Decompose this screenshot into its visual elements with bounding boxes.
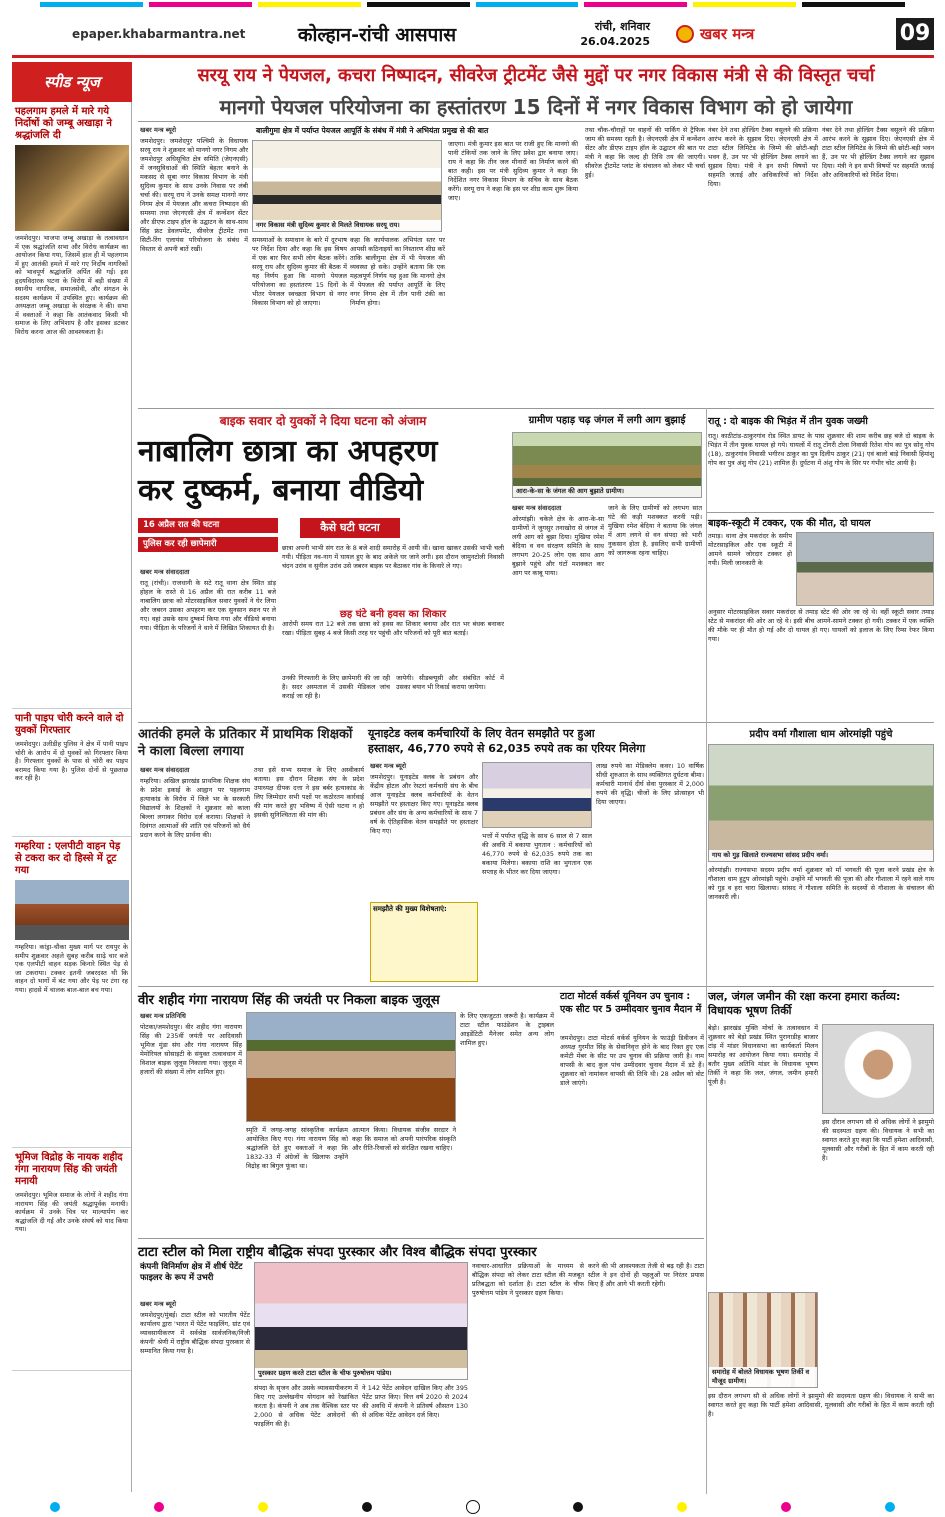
speed-item-body: जमशेदपुर। भूमिज समाज के लोगों ने शहीद गंगा नारायण सिंह की जयंती श्रद्धापूर्वक मनायी। कार्यक्रम में उनके चित्र पर माल्यार्पण कर श्रद्धांजलि दी गई और उनके संघर्ष को याद किया गया। [15,1191,128,1233]
photo-caption: नगर विकास मंत्री सुदिव्य कुमार से मिलते विधायक सरयू राय। [253,220,441,231]
speed-item-title: गम्हरिया : एलपीटी वाहन पेड़ से टकरा कर दो हिस्से में टूट गया [15,841,121,876]
fire-col-2: जाने के लिए ग्रामीणों को लगभग सात घंटे की कड़ी मशक्कत करनी पड़ी। मुखिया रमेश बेदिया ने बताया कि जंगल में आग लगने से वन संपदा को भारी नुकसान होता है, इसलिए सभी ग्रामीणों को जागरूक रहना चाहिए। [608,504,702,557]
saryu-col-3: कहा कि कार्यपालक अभियंता स्तर पर आपसी कठिनाइयों का निस्तारण शीघ्र करें ताकि बालीगुमा क्षेत्र में भी पेयजल की व्यवस्था हो सके। उन्होंने बताया कि एक महत्वपूर्ण निर्णय यह हुआ कि मानगो क्षेत्र में पेयजल की पर्याप्त आपूर्ति के लिए नगर निगम क्षेत्र में तीन पानी टंकी का निर्माण होगा। [350,236,445,307]
byline: खबर मन्त्र ब्यूरो [140,126,177,134]
tata-col-4: नवाचार-आधारित प्रक्रियाओं के माध्यम से बौद्धिक संपदा को लेकर टाटा स्टील की मजबूत प्रतिबद्धता को दर्शाता है। टाटा स्टील के चीफ पुरुषोत्तम पांडेय ने पुरस्कार ग्रहण किया। [472,1262,584,1297]
ratu-accident-title[interactable]: रातू : दो बाइक की भिड़ंत में तीन युवक जख्मी [708,416,868,427]
bullet-item: पुलिस कर रही छापेमारी [138,537,278,552]
brand-name: खबर मन्त्र [700,24,755,43]
gaushala-photo [708,744,934,862]
ganga-col-2: स्मृति में जगह-जगह सांस्कृतिक कार्यक्रम आयोजित किए गए। गंगा नारायण सिंह को श्रद्धांजलि देते हुए वक्ताओं ने कहा कि 1832-33 में अंग्रेजों के खिलाफ उन्होंने विद्रोह का बिगुल फूंका था। [246,1126,348,1170]
photo-caption: गाय को गुड़ खिलाते राज्यसभा सांसद प्रदीप वर्मा। [709,850,933,861]
divider [138,408,934,409]
byline: खबर मन्त्र संवाददाता [512,504,562,512]
photo-caption: आरा-के-सा के जंगल की आग बुझाते ग्रामीण। [513,486,701,497]
speed-item-pipe-theft[interactable] [12,709,131,837]
highlights-heading: समझौते की मुख्य विशेषताएं: [373,905,447,913]
site-url[interactable]: epaper.khabarmantra.net [72,26,246,41]
forest-rights-col-2: इस दौरान लगभग सौ से अधिक लोगों ने झामुमो की सदस्यता ग्रहण की। विधायक ने सभी का स्वागत करते हुए कहा कि पार्टी हमेशा आदिवासी, मूलवासी और गरीबों के हित में काम करती रही है। [822,1118,934,1162]
crime-col-3: आरोपी समय रात 12 बजे तक छात्रा को हवस का शिकार बनाया और रात भर बंधक बनाकर रखा। पीड़िता सुबह 4 बजे किसी तरह घर पहुंची और परिजनों को पूरी बात बताई। [282,620,504,637]
tata-col-2: संपदा के सृजन और उसके व्यावसायीकरण में किए गए उल्लेखनीय योगदान को रेखांकित करता है। कंपनी ने अब तक वैश्विक स्तर पर 2,000 से अधिक पेटेंट आवेदनों की फाइलिंग की है। [254,1384,358,1428]
union-col-2: भत्तों में पर्याप्त वृद्धि के साथ 6 साल से 7 साल की अवधि में बकाया भुगतान : कर्मचारियों को 46,770 रुपये से 62,035 रुपये तक का बकाया मिलेगा। बकाया राशि का भुगतान एक सप्ताह के भीतर कर दिया जाएगा। [482,832,592,876]
brand [662,24,812,44]
dateline [512,19,662,49]
divider [706,512,934,513]
forest-rights-col-1: बेड़ो। झारखंड मुक्ति मोर्चा के तत्वावधान में शुक्रवार को बेड़ो प्रखंड स्थित पुरानाडीह बाजार टांड़ में मांडर विधानसभा का कार्यकर्ता मिलन समारोह का आयोजन किया गया। समारोह में बतौर मुख्य अतिथि मांडर के विधायक भूषण तिर्की ने कहा कि जल, जंगल, जमीन हमारी पूंजी है। [708,1024,818,1086]
speed-news-logo: स्पीड न्यूज [12,62,132,102]
fire-col-1: खबर मन्त्र संवाददाता ओरमांझी। चकेले क्षेत्र के आरा-के-सा ग्रामीणों ने जुगसुर तनाखोरा से जंगल में लगी आग को बुझा दिया। मुखिया रमेश बेदिया व वन संरक्षण समिति के साथ लगभग 20-25 लोग एक साथ आग बुझाने पहुंचे और घंटों मशक्कत कर आग पर काबू पाया। [512,504,604,577]
crime-col-1: खबर मन्त्र संवाददाता रातू (रांची)। राजधानी के सटे रातू थाना क्षेत्र स्थित डांड़ होहल के रास्ते से 16 अप्रैल की रात करीब 11 बजे नाबालिग छात्रा को मोटरसाइकिल सवार युवकों ने घेर लिया और जबरन उसका अपहरण कर एक सुनसान स्थान पर ले गए। वहां उसके साथ दुष्कर्म किया गया और वीडियो बनाया गया। पीड़िता के परिजनों ने थाने में लिखित शिकायत दी है। [140,568,276,632]
union-col-3: लाख रुपये का मेडिक्लेम कवर। 10 वार्षिक सीधी शुरुआत के साथ व्यक्तिगत दुर्घटना बीमा। कर्मचारी मानार्थ दीर्घ सेवा पुरस्कार में 2,000 रुपये की वृद्धि। चीजों के लिए प्रोत्साहन भी दिया जाएगा। [596,762,704,806]
tmwu-body: जमशेदपुर। टाटा मोटर्स वर्कर्स यूनियन के फाउंड्री डिवीजन में अध्यक्ष गुरमीत सिंह के सेवानिवृत्त होने के बाद रिक्त हुए एक कमेटी मेंबर के सीट पर उप चुनाव की प्रक्रिया जारी है। नाम वापसी के बाद कुल पांच उम्मीदवार चुनाव मैदान में डटे हैं। शुक्रवार को नामांकन वापसी की तिथि थी। 28 अप्रैल को वोट डाले जाएंगे। [560,1034,704,1087]
page-number: 09 [896,18,934,50]
gaushala-body: ओरमांझी। राज्यसभा सदस्य प्रदीप वर्मा शुक्रवार को माँ भगवती की पूजा करने प्रखंड क्षेत्र के गौशाला धाम हुटुप ओरमांझी पहुंचे। उन्होंने माँ भगवती की पूजा की और गौशाला में रहने वाले गाय को गुड़ व हरा चारा खिलाया। सांसद ने गौशाला समिति के सदस्यों से गौशाला के संचालन की जानकारी ली। [708,866,934,901]
crime-col-4: उनकी गिरफ्तारी के लिए छापेमारी की जा रही है। सदर अस्पताल में उसकी मेडिकल जांच कराई जा रही है। [282,674,390,700]
divider [138,722,934,723]
divider [138,986,934,987]
saryu-photo-caption-top: बालीगुमा क्षेत्र में पर्याप्त पेयजल आपूर्ति के संबंध में मंत्री ने अभियंता प्रमुख से की बात [252,124,582,138]
accident-bike-photo [796,532,934,606]
tmwu-story-title[interactable]: टाटा मोटर्स वर्कर्स यूनियन उप चुनाव : एक सीट पर 5 उम्मीदवार चुनाव मैदान में [560,991,702,1015]
candle-vigil-photo [15,145,129,231]
tata-col-5: करने की भी आवश्यकता तेजी से बढ़ रही है। टाटा स्टील ने इन दोनों ही पहलुओं पर निरंतर प्रयास किए हैं और आगे भी करती रहेगी। [588,1262,704,1288]
speed-item-pahalgam[interactable] [12,102,131,709]
byline: खबर मन्त्र प्रतिनिधि [140,1012,186,1020]
gaushala-story-title[interactable]: प्रदीप वर्मा गौशाला धाम ओरमांझी पहुंचे [749,729,893,740]
saryu-col-4: जाएगा। मंत्री कुमार इस बात पर राजी हुए कि मानगो की पानी टंकियों तक जाने के लिए प्रवेश द्वार बनाया जाए। राय ने कहा कि तीन जल मीनारों का निर्माण करने की बात कही। इस पर मंत्री सुदिव्य कुमार ने कहा कि निर्देशित नगर विकास विभाग के सचिव के साथ बैठक करेंगे। सरयू राय ने कहा कि इस पर शीघ्र काम शुरू किया जाए। [448,140,578,202]
how-it-happened-label: कैसे घटी घटना [300,518,400,538]
speed-item-lpt-accident[interactable] [12,837,131,1148]
lead-headline[interactable]: सरयू राय ने पेयजल, कचरा निष्पादन, सीवरेज ट्रीटमेंट जैसे मुद्दों पर नगर विकास मंत्री से की विस्तृत चर्चा [197,65,875,86]
speed-news-column [12,62,132,1492]
byline: खबर मन्त्र ब्यूरो [140,1300,177,1308]
speed-item-title: भूमिज विद्रोह के नायक शहीद गंगा नारायण सिंह की जयंती मनायी [15,1152,123,1187]
union-story-title[interactable]: यूनाइटेड क्लब कर्मचारियों के लिए वेतन समझौते पर हुआ हस्ताक्षर, 46,770 रुपये से 62,035 रुपये तक का एरियर मिलेगा [368,727,646,755]
teachers-col-1: खबर मन्त्र संवाददाता गम्हरिया। अखिल झारखंड प्राथमिक शिक्षक संघ के प्रदेश इकाई के आह्वान पर पहलगाम हत्याकांड के विरोध में जिले भर के सरकारी विद्यालयों के शिक्षकों ने शुक्रवार को काला बिल्ला लगाकर विरोध दर्ज कराया। शिक्षकों ने दिवंगत आत्माओं की शांति एवं परिजनों को धैर्य प्रदान करने के लिए प्रार्थना की। [140,766,250,839]
byline: खबर मन्त्र ब्यूरो [370,762,407,770]
crime-headline[interactable]: नाबालिग छात्रा का अपहरण कर दुष्कर्म, बनाया वीडियो [138,434,438,508]
issue-date: 26.04.2025 [580,34,650,48]
brand-logo-icon [676,25,694,43]
teachers-col-2: तथा इसे सभ्य समाज के लिए अस्वीकार्य बताया। इस दौरान शिक्षक संघ के प्रदेश उपाध्यक्ष दीपक दत्ता ने इस बर्बर हत्याकांड के लिए जिम्मेदार सभी पक्षों पर कठोरतम कार्रवाई की मांग करते हुए भविष्य में ऐसी घटना न हो इसकी सुनिश्चितता की मांग की। [254,766,364,819]
saryu-col-7: नंबर देने तथा होल्डिंग टैक्स वसूलने की प्रक्रिया आरंभ करने के सुझाव दिए। जेएनएसी क्षेत्र में टाटा स्टील लिमिटेड के जिम्मे की छोटी-बड़ी भवन हैं, उन पर भी होल्डिंग टैक्स लगाने का सुझाव दिया। मंत्री ने इन सभी विषयों पर सहमति जताई और अधिकारियों को निर्देश दिया। [822,126,934,179]
crime-story-tag: बाइक सवार दो युवकों ने दिया घटना को अंजाम [138,412,508,430]
forest-rights-title[interactable]: जल, जंगल जमीन की रक्षा करना हमारा कर्तव्य: विधायक भूषण तिर्की [708,990,901,1017]
forest-rights-col-3: इस दौरान लगभग सौ से अधिक लोगों ने झामुमो की सदस्यता ग्रहण की। विधायक ने सभी का स्वागत करते हुए कहा कि पार्टी हमेशा आदिवासी, मूलवासी और गरीबों के हित में काम करती रही है। [708,1392,934,1418]
tamar-accident-title[interactable]: बाइक-स्कूटी में टक्कर, एक की मौत, दो घायल [708,518,871,529]
union-highlights-box [370,902,478,982]
photo-caption: समारोह में बोलते विधायक भूषण तिर्की व मौजूद ग्रामीण। [709,1367,817,1387]
samaroh-photo [708,1292,818,1388]
fire-story-title[interactable]: ग्रामीण पहाड़ चढ़ जंगल में लगी आग बुझाई [512,412,702,430]
union-signing-photo [482,762,592,828]
crime-bullets [138,518,278,556]
saryu-col-1: खबर मन्त्र ब्यूरो जमशेदपुर। जमशेदपुर पश्चिमी के विधायक सरयू राय ने शुक्रवार को मानगो नगर निगम और जमशेदपुर अधिसूचित क्षेत्र समिति (जेएनएसी) में जनसुविधाओं की स्थिति बेहतर बनाने के मकसद से सूबा नगर विकास विभाग के मंत्री सुदिव्य कुमार के साथ उनके निवास पर लंबी चर्चा की। सरयू राय ने उनके समक्ष मानगो नगर निगम क्षेत्र में पेयजल और कचरा निष्पादन की समस्या तथा जेएनएसी क्षेत्र में कन्वेंशन सेंटर और डीएफ टाइप हॉल के उद्घाटन के साथ-साथ सिंह फ्रंट डेवलपमेंट, सीवरेज ट्रीटमेंट तथा सिटी-रिंग एलायंस परियोजना के संबंध में विस्तार से अपनी बातें रखीं। [140,126,248,253]
award-photo [254,1262,468,1380]
masthead [12,12,934,58]
speed-item-title: पहलगाम हमले में मारे गये निर्दोषों को जम्बू अखाड़ा ने श्रद्धांजलि दी [15,106,112,141]
byline: खबर मन्त्र संवाददाता [140,766,190,774]
speed-item-body: गम्हरिया। कांड्रा-चौका मुख्य मार्ग पर रायपुर के समीप शुक्रवार अहले सुबह करीब साढ़े चार बजे एक एलपीटी वाहन सड़क किनारे स्थित पेड़ से जा टकराया। टक्कर इतनी जबरदस्त थी कि वाहन दो भागों में बंट गया और पेड़ पर टंगा रह गया। हादसे में चालक बाल-बाल बच गया। [15,943,128,994]
ratu-accident-body: रातू। काठीटांड-ठाकुरगांव रोड स्थित डायट के पास शुक्रवार की शाम करीब छह बजे दो बाइक के भिड़ंत में तीन युवक घायल हो गये। घायलों में रातू टोंगरी टोला निवासी रितेश गोप का पुत्र सोनू गोप (18), ठाकुरगांव निवासी भगीरथ ठाकुर का पुत्र दिलीप ठाकुर (21) एवं बालो बाड़े निवासी हिमांशु गोप का पुत्र अंशु गोप (21) शामिल हैं। दुर्घटना में अंशु गोप के सिर पर गंभीर चोट आयी है। [708,432,934,467]
truck-accident-photo [15,880,129,940]
ganga-col-3: आत्मान किया। विधायक संजीव सरदार ने कहा कि समाज को अपनी पारंपरिक संस्कृति और रीति-रिवाजों को संरक्षित रखना चाहिए। [352,1126,456,1152]
section-title: कोल्हान-रांची आसपास [297,23,457,46]
crime-mid-heading: छह घंटे बनी हवस का शिकार [339,609,447,620]
byline: खबर मन्त्र संवाददाता [140,568,190,576]
mla-portrait [822,1024,934,1114]
crime-col-5: जायेगी। सीडब्ल्यूसी और संबंधित कोर्ट में उसका बयान भी रिकार्ड कराया जायेगा। [396,674,504,691]
saryu-col-5: तथा चौक-चौराहों पर वाहनों की पार्किंग से ट्रैफिक जाम की समस्या रहती है। जेएनएसी क्षेत्र में कन्वेंशन सेंटर और डीएफ टाइप हॉल के उद्घाटन की बात पर मंत्री ने कहा कि जल्द ही तिथि तय की जाएगी। सीवरेज ट्रीटमेंट प्लांट के संचालन को लेकर भी चर्चा हुई। [585,126,705,179]
speed-item-body: जमशेदपुर। उलीडीह पुलिस ने क्षेत्र में पानी पाइप चोरी के आरोप में दो युवकों को गिरफ्तार किया है। गिरफ्तार युवकों के पास से चोरी का पाइप बरामद किया गया है। पुलिस दोनों से पूछताछ कर रही है। [15,740,128,782]
lead-subheadline: मानगो पेयजल परियोजना का हस्तांतरण 15 दिनों में नगर विकास विभाग को हो जायेगा [138,92,934,122]
bike-rally-photo [246,1012,456,1122]
tamar-col-2: अनुसार मोटरसाइकिल सवार मकरांदर से तमाड़ स्टेट की ओर जा रहे थे। वहीं स्कूटी सवार तमाड़ स्टेट से मकरांदर की ओर आ रहे थे। इसी बीच आमने-सामने टक्कर हो गयी। टक्कर में एक व्यक्ति की मौके पर ही मौत हो गई और दो घायल हो गए। घायलों को इलाज के लिए रिम्स रेफर किया गया। [708,608,934,643]
crosshair-target-icon [466,1500,480,1514]
teachers-story-title[interactable]: आतंकी हमले के प्रतिकार में प्राथमिक शिक्षकों ने काला बिल्ला लगाया [138,727,353,759]
ganga-story-title[interactable]: वीर शहीद गंगा नारायण सिंह की जयंती पर निकला बाइक जुलूस [138,993,440,1008]
tata-col-1: खबर मन्त्र ब्यूरो जमशेदपुर/मुंबई। टाटा स्टील को भारतीय पेटेंट कार्यालय द्वारा 'भारत में पेटेंट फाइलिंग, ग्रांट एवं व्यावसायीकरण में सर्वश्रेष्ठ सार्वजनिक/निजी कंपनी' श्रेणी में राष्ट्रीय बौद्धिक संपदा पुरस्कार से सम्मानित किया गया है। [140,1300,250,1355]
tata-steel-title[interactable]: टाटा स्टील को मिला राष्ट्रीय बौद्धिक संपदा पुरस्कार और विश्व बौद्धिक संपदा पुरस्कार [138,1245,537,1260]
forest-fire-photo [512,432,702,498]
crime-col-2: छात्रा अपनी भाभी संग रात के 8 बजे शादी समारोह में आयी थी। खाना खाकर उसकी भाभी चली गयी। पीड़िता नव-नाग में घायल हुए के बाद अकेले घर जाने लगी। इस दौरान जामुनटोली निवासी चंदन उरांव व सुनील उरांव उसे जबरन बाइक पर बैठाकर गांव के किनारे ले गए। [282,544,504,570]
speed-item-bhumij[interactable] [12,1148,131,1371]
tamar-col-1: तमाड़। थाना क्षेत्र मकरांदर के समीप मोटरसाइकिल और एक स्कूटी में आमने सामने जोरदार टक्कर हो गयी। मिली जानकारी के [708,532,792,567]
tata-col-3: ने 142 पेटेंट आवेदन दाखिल किए और 395 पेटेंट प्राप्त किए। वित्त वर्ष 2020 से 2024 की अवधि में कंपनी ने प्रतिवर्ष औसतन 130 से अधिक पेटेंट आवेदन दर्ज किए। [362,1384,468,1419]
photo-caption: पुरस्कार ग्रहण करते टाटा स्टील के चीफ पुरुषोत्तम पांडेय। [255,1368,467,1379]
registration-strip [0,0,945,10]
city-day: रांची, शनिवार [594,19,650,33]
speed-item-title: पानी पाइप चोरी करने वाले दो युवकों गिरफ्तार [15,713,124,736]
column-rule [706,408,707,1494]
saryu-col-2: समस्याओं के समाधान के बारे में दूरभाष पर निर्देश दिया और कहा कि इस विषय में एक बार फिर सभी लोग बैठक करेंगे। सरयू राय और सुदिव्य कुमार की बैठक में यह निर्णय हुआ कि मानगो पेयजल परियोजना का हस्तांतरण 15 दिनों के भीतर पेयजल स्वच्छता विभाग से नगर विकास विभाग को हो जाएगा। [252,236,347,307]
ganga-col-1: खबर मन्त्र प्रतिनिधि पोटका/जमशेदपुर। वीर शहीद गंगा नारायण सिंह की 235वीं जयंती पर आदिवासी भूमिज मुंडा संघ और गंगा नारायण सिंह मेमोरियल सोसाइटी के संयुक्त तत्वावधान में विशाल बाइक जुलूस निकाला गया। जुलूस में हजारों की संख्या में लोग शामिल हुए। [140,1012,242,1076]
speed-item-body: जमशेदपुर। भाजपा जम्बू अखाड़ा के तत्वावधान में एक श्रद्धांजलि सभा और विरोध कार्यक्रम का आयोजन किया गया, जिसमें हाल ही में पहलगाम में हुए आतंकी हमले में मारे गए निर्दोष नागरिकों को भावपूर्ण श्रद्धांजलि अर्पित की गई। इस हृदयविदारक घटना के विरोध में बड़ी संख्या में स्थानीय नागरिक, समाजसेवी, और संगठन के सदस्य कार्यक्रम में उपस्थित हुए। कार्यक्रम की अध्यक्षता जम्बू अखाड़ा के संरक्षक ने की। सभा में वक्ताओं ने कहा कि आतंकवाद किसी भी समाज के लिए अभिशाप है और इसका डटकर विरोध करना आज की आवश्यकता है। [15,234,128,336]
divider [138,1238,704,1239]
ganga-col-4: के लिए एकजुटता जरूरी है। कार्यक्रम में टाटा स्टील फाउंडेशन के ट्राइबल आइडेंटिटी मैनेजर समेत अन्य लोग शामिल हुए। [460,1012,554,1047]
bullet-item: 16 अप्रैल रात की घटना [138,518,278,533]
meeting-photo [252,140,442,232]
tata-steel-subtitle: कंपनी विनिर्माण क्षेत्र में शीर्ष पेटेंट फाइलर के रूप में उभरी [140,1262,243,1283]
union-col-1: खबर मन्त्र ब्यूरो जमशेदपुर। यूनाइटेड क्लब के प्रबंधन और केंद्रीय होटल और रेस्टरां कर्मचारी संघ के बीच आज यूनाइटेड क्लब कर्मचारियों के वेतन समझौते पर हस्ताक्षर किए गए। यूनाइटेड क्लब प्रबंधन और संघ के अन्य कर्मचारियों के साथ 7 वर्ष के ऐतिहासिक वेतन समझौते पर हस्ताक्षर किए गए। [370,762,478,835]
registration-marks-bottom [0,1500,945,1514]
saryu-col-6: नंबर देने तथा होल्डिंग टैक्स वसूलने की प्रक्रिया आरंभ करने के सुझाव दिए। जेएनएसी क्षेत्र में टाटा स्टील लिमिटेड के जिम्मे की छोटी-बड़ी भवन हैं, उन पर भी होल्डिंग टैक्स लगाने का सुझाव दिया। मंत्री ने इन सभी विषयों पर सहमति जताई और अधिकारियों को निर्देश दिया। [708,126,818,188]
